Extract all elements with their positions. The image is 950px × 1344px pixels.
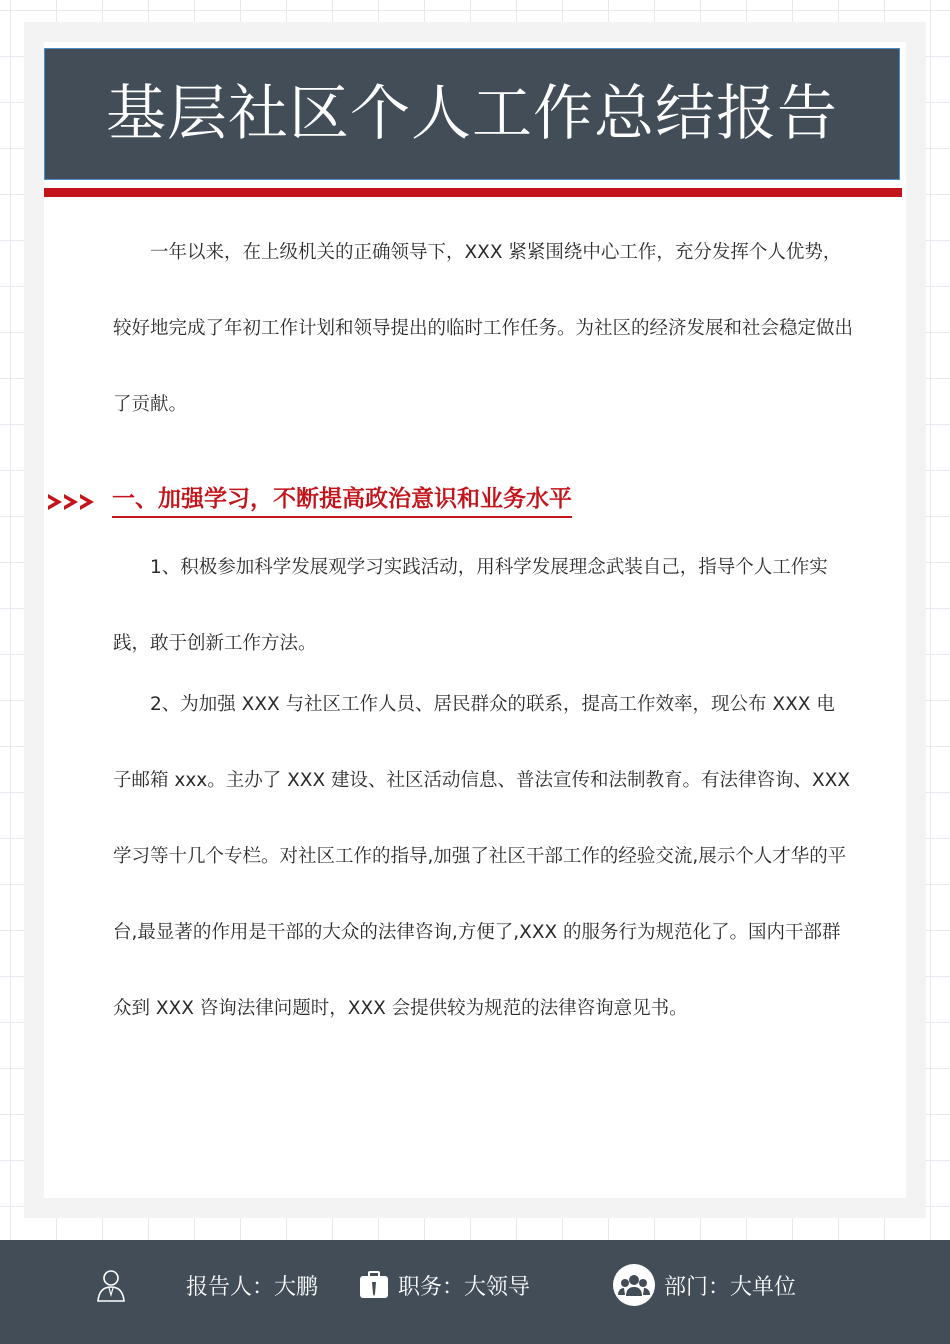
reporter-text: 报告人：大鹏 xyxy=(186,1274,319,1300)
list-item-text: 1、积极参加科学发展观学习实践活动，用科学发展理念武装自己，指导个人工作实践，敢于创新工作方法。 xyxy=(113,557,828,654)
title-banner xyxy=(44,48,900,180)
intro-paragraph xyxy=(113,215,853,443)
department-text: 部门：大单位 xyxy=(664,1274,797,1300)
section-heading xyxy=(48,482,572,522)
footer-department xyxy=(612,1264,796,1306)
section-heading-text: 一、加强学习，不断提高政治意识和业务水平 xyxy=(112,486,572,518)
group-icon xyxy=(612,1263,656,1307)
footer-bar xyxy=(0,1240,950,1344)
position-text: 职务：大领导 xyxy=(398,1274,531,1300)
briefcase-icon xyxy=(358,1269,390,1301)
intro-text: 一年以来，在上级机关的正确领导下，XXX 紧紧围绕中心工作，充分发挥个人优势，较好地完成了年初工作计划和领导提出的临时工作任务。为社区的经济发展和社会稳定做出了贡献。 xyxy=(113,242,854,415)
footer-reporter xyxy=(96,1264,318,1306)
list-item xyxy=(113,530,853,682)
list-item-text: 2、为加强 XXX 与社区工作人员、居民群众的联系，提高工作效率，现公布 XXX 电子邮箱 xxx。主办了 XXX 建设、社区活动信息、普法宣传和法制教育。有法律咨询、XXX 学习等十几个专栏。对社区工作的指导,加强了社区干部工作的经验交流,展示个人才华的平台,最显著的作用是干部的大众的法律咨询,方便了,XXX 的服务行为规范化了。国内干部群众到 XXX 咨询法律问题时，XXX 会提供较为规范的法律咨询意见书。 xyxy=(113,694,851,1019)
triple-chevron-icon xyxy=(48,494,110,510)
footer-position xyxy=(358,1264,530,1306)
list-item xyxy=(113,667,853,1047)
title-divider xyxy=(44,188,902,197)
page-title: 基层社区个人工作总结报告 xyxy=(106,79,838,149)
person-icon xyxy=(96,1268,126,1302)
